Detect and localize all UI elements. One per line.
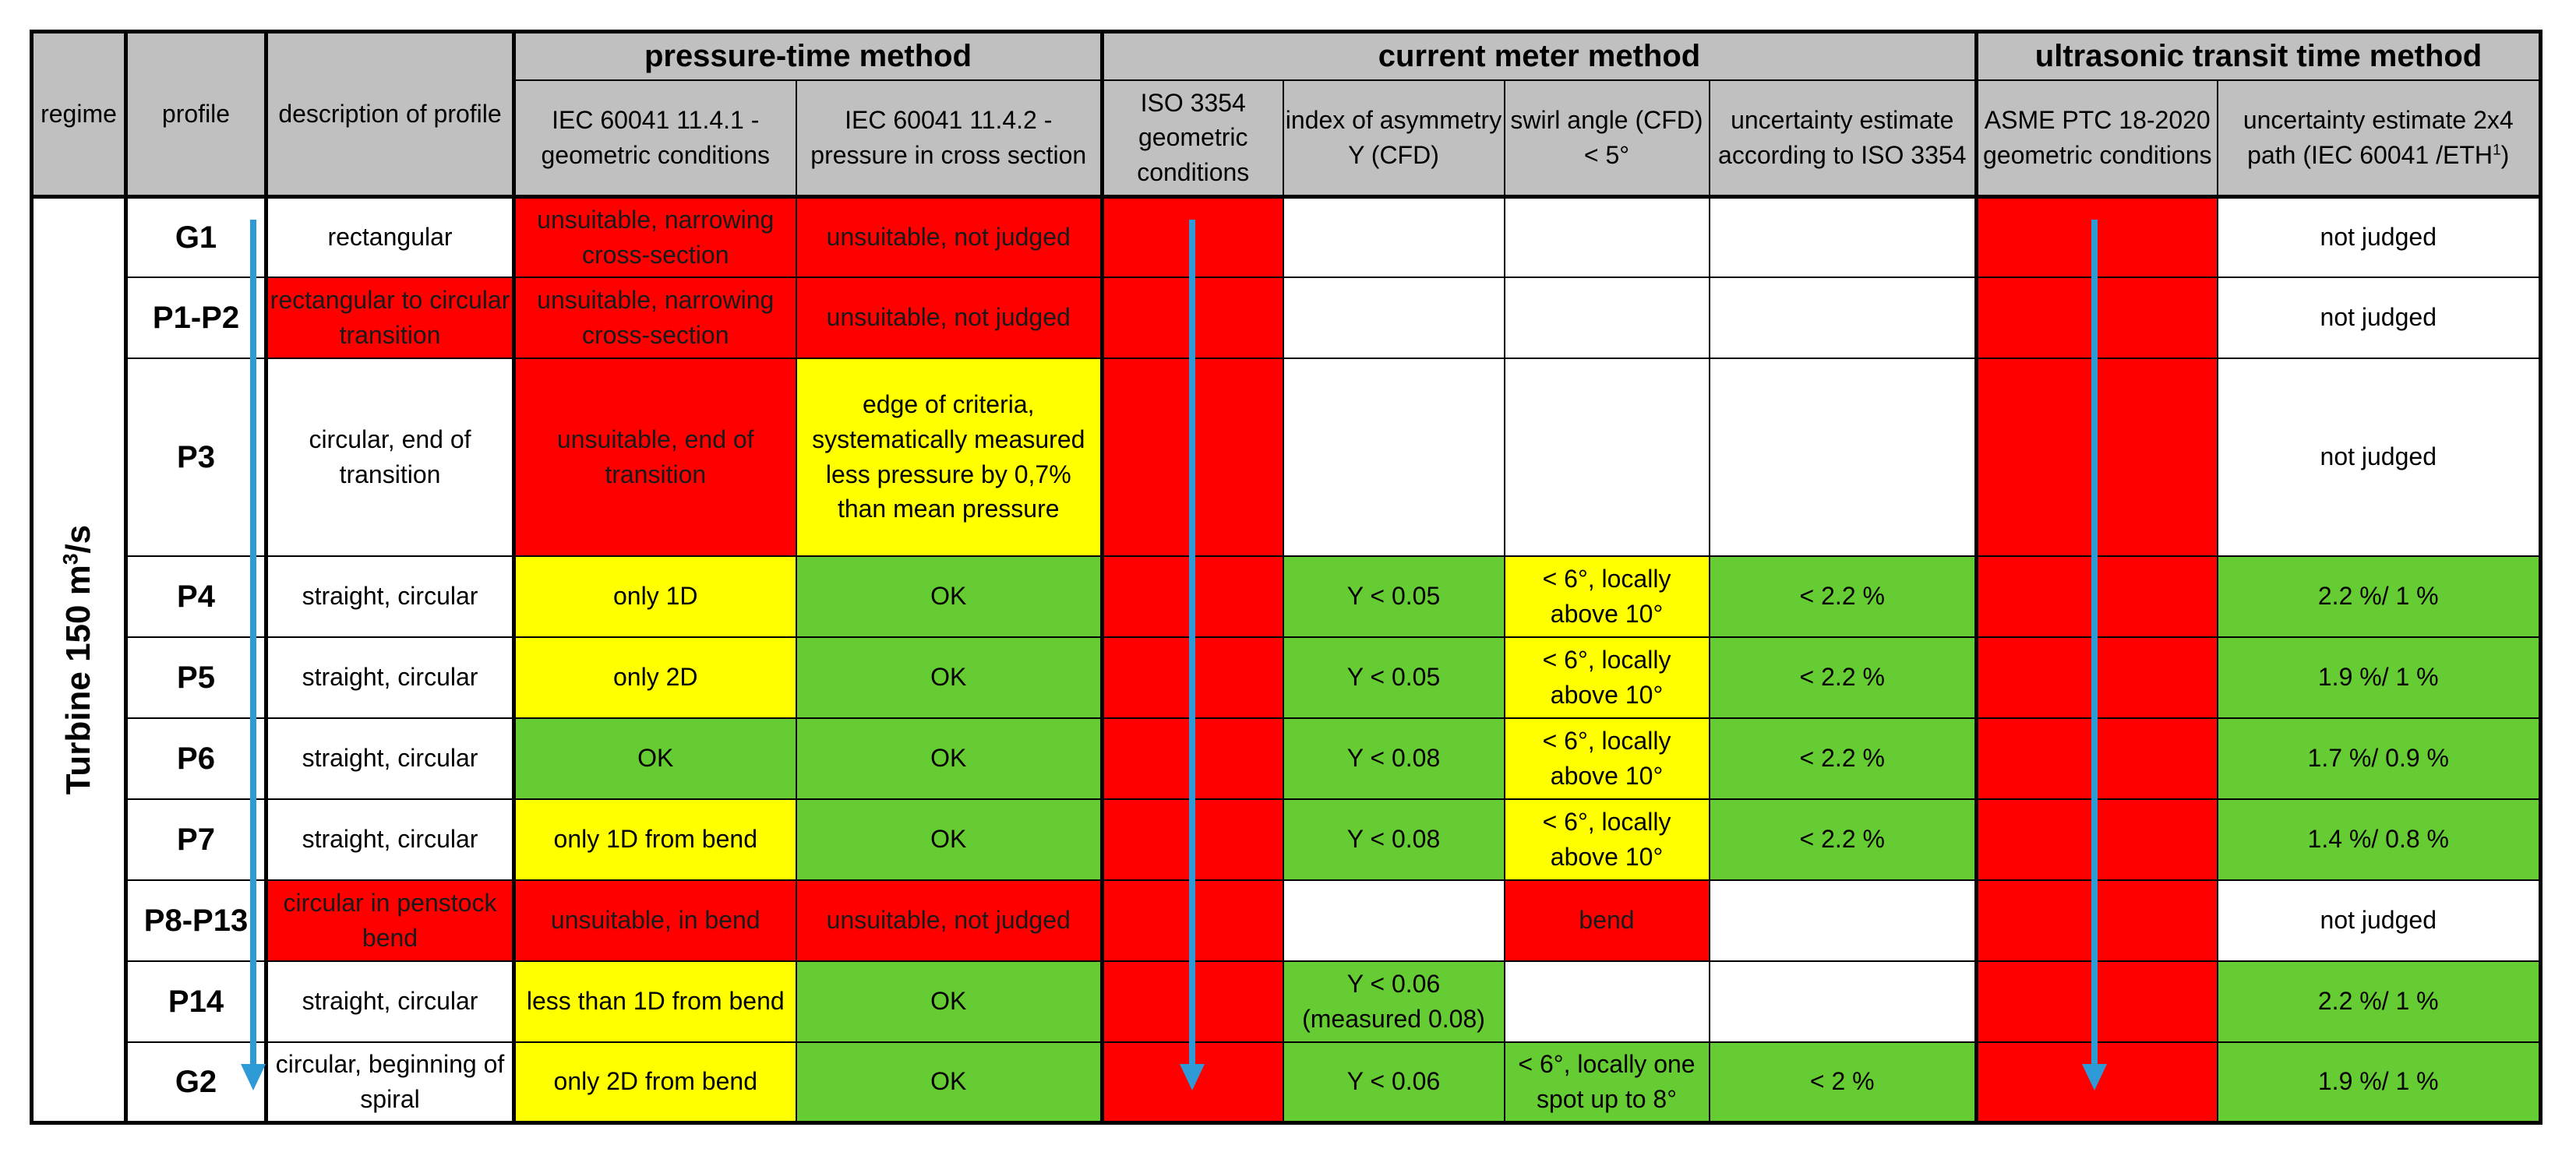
swirl-cell — [1505, 277, 1710, 358]
table-row — [32, 556, 2541, 637]
profile-description: straight, circular — [266, 799, 514, 880]
comparison-table-wrapper — [30, 30, 2542, 1125]
profile-label: P14 — [126, 961, 266, 1042]
asme-geometric-cell — [1977, 277, 2218, 358]
iso-geometric-cell — [1103, 718, 1283, 799]
col-iec-geometric: IEC 60041 11.4.1 - geometric conditions — [514, 80, 796, 197]
iec-geometric-cell: unsuitable, end of transition — [514, 358, 796, 556]
profile-label: P8-P13 — [126, 880, 266, 961]
asymmetry-cell — [1283, 358, 1505, 556]
group-ultrasonic: ultrasonic transit time method — [1977, 32, 2541, 80]
asymmetry-cell — [1283, 277, 1505, 358]
swirl-cell: bend — [1505, 880, 1710, 961]
table-row — [32, 277, 2541, 358]
iec-geometric-cell: only 1D — [514, 556, 796, 637]
uncertainty-path-cell: 2.2 %/ 1 % — [2218, 556, 2541, 637]
asymmetry-cell: Y < 0.05 — [1283, 637, 1505, 718]
asymmetry-cell — [1283, 197, 1505, 277]
iso-geometric-cell — [1103, 197, 1283, 277]
swirl-cell: < 6°, locally above 10° — [1505, 556, 1710, 637]
col-iso-geometric: ISO 3354 geometric conditions — [1103, 80, 1283, 197]
regime-label: Turbine 150 $m^3/s$ — [58, 524, 98, 795]
uncertainty-iso-cell — [1710, 197, 1977, 277]
iec-geometric-cell: OK — [514, 718, 796, 799]
iec-pressure-cell: OK — [796, 799, 1103, 880]
swirl-cell — [1505, 358, 1710, 556]
profile-label: G1 — [126, 197, 266, 277]
swirl-cell: < 6°, locally one spot up to 8° — [1505, 1042, 1710, 1123]
profile-label: P6 — [126, 718, 266, 799]
table-row — [32, 961, 2541, 1042]
asme-geometric-cell — [1977, 718, 2218, 799]
profile-description: straight, circular — [266, 718, 514, 799]
asymmetry-cell: Y < 0.08 — [1283, 718, 1505, 799]
asme-geometric-cell — [1977, 799, 2218, 880]
table-row — [32, 718, 2541, 799]
iso-geometric-cell — [1103, 799, 1283, 880]
uncertainty-path-cell: not judged — [2218, 277, 2541, 358]
table-row — [32, 799, 2541, 880]
group-pressure-time: pressure-time method — [514, 32, 1103, 80]
iec-pressure-cell: OK — [796, 961, 1103, 1042]
iso-geometric-cell — [1103, 277, 1283, 358]
iec-geometric-cell: only 1D from bend — [514, 799, 796, 880]
table-row — [32, 637, 2541, 718]
iec-pressure-cell: OK — [796, 637, 1103, 718]
swirl-cell: < 6°, locally above 10° — [1505, 799, 1710, 880]
table-row — [32, 197, 2541, 277]
uncertainty-iso-cell — [1710, 358, 1977, 556]
uncertainty-iso-cell: < 2.2 % — [1710, 718, 1977, 799]
iec-geometric-cell: unsuitable, in bend — [514, 880, 796, 961]
group-current-meter: current meter method — [1103, 32, 1977, 80]
col-uncertainty-path-close: ) — [2500, 140, 2510, 169]
regime-cell — [32, 197, 126, 1123]
asme-geometric-cell — [1977, 880, 2218, 961]
uncertainty-path-cell: 2.2 %/ 1 % — [2218, 961, 2541, 1042]
footnote-marker: 1 — [2493, 142, 2501, 159]
table-row — [32, 880, 2541, 961]
swirl-cell — [1505, 961, 1710, 1042]
iec-geometric-cell: only 2D — [514, 637, 796, 718]
header-regime: regime — [32, 32, 126, 197]
iec-geometric-cell: unsuitable, narrowing cross-section — [514, 197, 796, 277]
asymmetry-cell: Y < 0.06 — [1283, 1042, 1505, 1123]
uncertainty-path-cell: 1.7 %/ 0.9 % — [2218, 718, 2541, 799]
uncertainty-iso-cell — [1710, 880, 1977, 961]
uncertainty-iso-cell — [1710, 961, 1977, 1042]
col-swirl-angle: swirl angle (CFD) < 5° — [1505, 80, 1710, 197]
profile-description: rectangular to circular transition — [266, 277, 514, 358]
asme-geometric-cell — [1977, 961, 2218, 1042]
iec-pressure-cell: unsuitable, not judged — [796, 277, 1103, 358]
table-row — [32, 1042, 2541, 1123]
iso-geometric-cell — [1103, 961, 1283, 1042]
iec-geometric-cell: only 2D from bend — [514, 1042, 796, 1123]
asymmetry-cell: Y < 0.06 (measured 0.08) — [1283, 961, 1505, 1042]
header-profile: profile — [126, 32, 266, 197]
col-uncertainty-path — [2218, 80, 2541, 197]
col-asme-geometric: ASME PTC 18-2020 geometric conditions — [1977, 80, 2218, 197]
header-description: description of profile — [266, 32, 514, 197]
iso-geometric-cell — [1103, 880, 1283, 961]
profile-description: circular, beginning of spiral — [266, 1042, 514, 1123]
asme-geometric-cell — [1977, 1042, 2218, 1123]
iec-pressure-cell: edge of criteria, systematically measured less pressure by 0,7% than mean pressure — [796, 358, 1103, 556]
profile-label: P5 — [126, 637, 266, 718]
uncertainty-iso-cell: < 2.2 % — [1710, 556, 1977, 637]
iec-pressure-cell: unsuitable, not judged — [796, 880, 1103, 961]
measurement-methods-table — [30, 30, 2542, 1125]
col-uncertainty-path-text: uncertainty estimate 2x4 path (IEC 60041 /ETH — [2243, 105, 2514, 169]
col-uncertainty-iso: uncertainty estimate according to ISO 3354 — [1710, 80, 1977, 197]
iso-geometric-cell — [1103, 1042, 1283, 1123]
uncertainty-iso-cell: < 2 % — [1710, 1042, 1977, 1123]
asme-geometric-cell — [1977, 358, 2218, 556]
swirl-cell: < 6°, locally above 10° — [1505, 637, 1710, 718]
uncertainty-path-cell: 1.9 %/ 1 % — [2218, 637, 2541, 718]
profile-description: circular in penstock bend — [266, 880, 514, 961]
profile-description: circular, end of transition — [266, 358, 514, 556]
asymmetry-cell: Y < 0.05 — [1283, 556, 1505, 637]
uncertainty-path-cell: 1.9 %/ 1 % — [2218, 1042, 2541, 1123]
profile-label: P1-P2 — [126, 277, 266, 358]
iec-pressure-cell: unsuitable, not judged — [796, 197, 1103, 277]
uncertainty-path-cell: not judged — [2218, 197, 2541, 277]
uncertainty-path-cell: not judged — [2218, 358, 2541, 556]
asymmetry-cell: Y < 0.08 — [1283, 799, 1505, 880]
profile-description: rectangular — [266, 197, 514, 277]
asme-geometric-cell — [1977, 637, 2218, 718]
table-row — [32, 358, 2541, 556]
iec-pressure-cell: OK — [796, 556, 1103, 637]
profile-label: P3 — [126, 358, 266, 556]
swirl-cell: < 6°, locally above 10° — [1505, 718, 1710, 799]
uncertainty-path-cell: not judged — [2218, 880, 2541, 961]
iso-geometric-cell — [1103, 637, 1283, 718]
col-asymmetry-index: index of asymmetry Y (CFD) — [1283, 80, 1505, 197]
uncertainty-path-cell: 1.4 %/ 0.8 % — [2218, 799, 2541, 880]
profile-description: straight, circular — [266, 637, 514, 718]
swirl-cell — [1505, 197, 1710, 277]
profile-label: G2 — [126, 1042, 266, 1123]
asme-geometric-cell — [1977, 556, 2218, 637]
profile-label: P4 — [126, 556, 266, 637]
profile-label: P7 — [126, 799, 266, 880]
asymmetry-cell — [1283, 880, 1505, 961]
uncertainty-iso-cell: < 2.2 % — [1710, 637, 1977, 718]
iso-geometric-cell — [1103, 358, 1283, 556]
profile-description: straight, circular — [266, 961, 514, 1042]
iso-geometric-cell — [1103, 556, 1283, 637]
uncertainty-iso-cell — [1710, 277, 1977, 358]
iec-geometric-cell: unsuitable, narrowing cross-section — [514, 277, 796, 358]
uncertainty-iso-cell: < 2.2 % — [1710, 799, 1977, 880]
col-iec-pressure: IEC 60041 11.4.2 - pressure in cross section — [796, 80, 1103, 197]
iec-pressure-cell: OK — [796, 1042, 1103, 1123]
asme-geometric-cell — [1977, 197, 2218, 277]
profile-description: straight, circular — [266, 556, 514, 637]
iec-pressure-cell: OK — [796, 718, 1103, 799]
iec-geometric-cell: less than 1D from bend — [514, 961, 796, 1042]
